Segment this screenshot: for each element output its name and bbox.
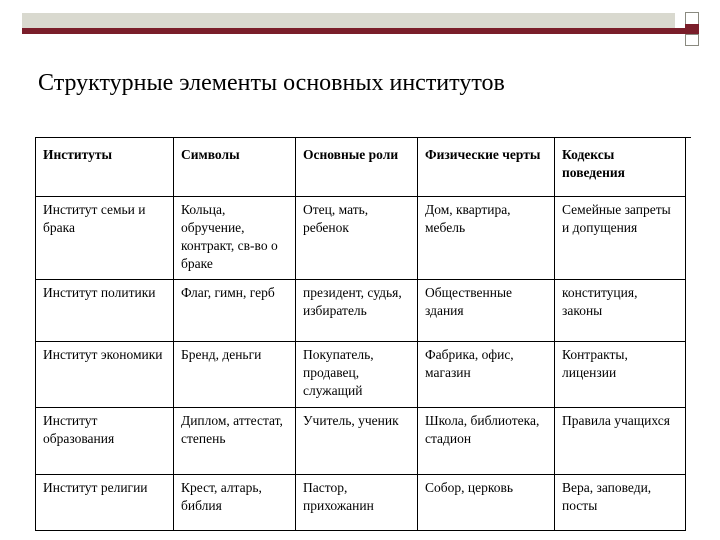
table-cell: Школа, библиотека, стадион xyxy=(418,408,555,475)
corner-square-middle xyxy=(685,24,699,34)
table-row xyxy=(36,197,686,280)
header-decoration-line xyxy=(22,28,685,34)
table-row xyxy=(36,280,686,342)
table-cell: президент, судья, избиратель xyxy=(296,280,418,342)
header-cell: Физические черты xyxy=(418,138,555,197)
table-cell: Контракты, лицензии xyxy=(555,342,686,408)
table-cell: конституция, законы xyxy=(555,280,686,342)
table-cell: Дом, квартира, мебель xyxy=(418,197,555,280)
table-cell: Кольца, обручение, контракт, св-во о браке xyxy=(174,197,296,280)
header-cell: Основные роли xyxy=(296,138,418,197)
table-cell: Общественные здания xyxy=(418,280,555,342)
table-cell: Институт экономики xyxy=(36,342,174,408)
table-cell: Институт политики xyxy=(36,280,174,342)
table-cell: Вера, заповеди, посты xyxy=(555,475,686,531)
table-cell: Отец, мать, ребенок xyxy=(296,197,418,280)
table-row xyxy=(36,342,686,408)
table-cell: Фабрика, офис, магазин xyxy=(418,342,555,408)
table-cell: Институт образования xyxy=(36,408,174,475)
table-cell: Крест, алтарь, библия xyxy=(174,475,296,531)
table-cell: Институт религии xyxy=(36,475,174,531)
table-cell: Покупатель, продавец, служащий xyxy=(296,342,418,408)
corner-square-bottom xyxy=(685,34,699,46)
table-cell: Флаг, гимн, герб xyxy=(174,280,296,342)
table-cell: Правила учащихся xyxy=(555,408,686,475)
header-cell: Кодексы поведения xyxy=(555,138,686,197)
table-header-row xyxy=(36,138,686,197)
institutions-table xyxy=(35,137,686,531)
table-cell: Институт семьи и брака xyxy=(36,197,174,280)
header-decoration-band xyxy=(22,13,675,28)
slide-title: Структурные элементы основных институтов xyxy=(38,70,505,96)
table-row xyxy=(36,408,686,475)
table-cell: Собор, церковь xyxy=(418,475,555,531)
header-cell: Институты xyxy=(36,138,174,197)
table-cell: Учитель, ученик xyxy=(296,408,418,475)
table-cell: Семейные запреты и допущения xyxy=(555,197,686,280)
table-row xyxy=(36,475,686,531)
header-cell: Символы xyxy=(174,138,296,197)
table-cell: Бренд, деньги xyxy=(174,342,296,408)
table-cell: Пастор, прихожанин xyxy=(296,475,418,531)
table-cell: Диплом, аттестат, степень xyxy=(174,408,296,475)
